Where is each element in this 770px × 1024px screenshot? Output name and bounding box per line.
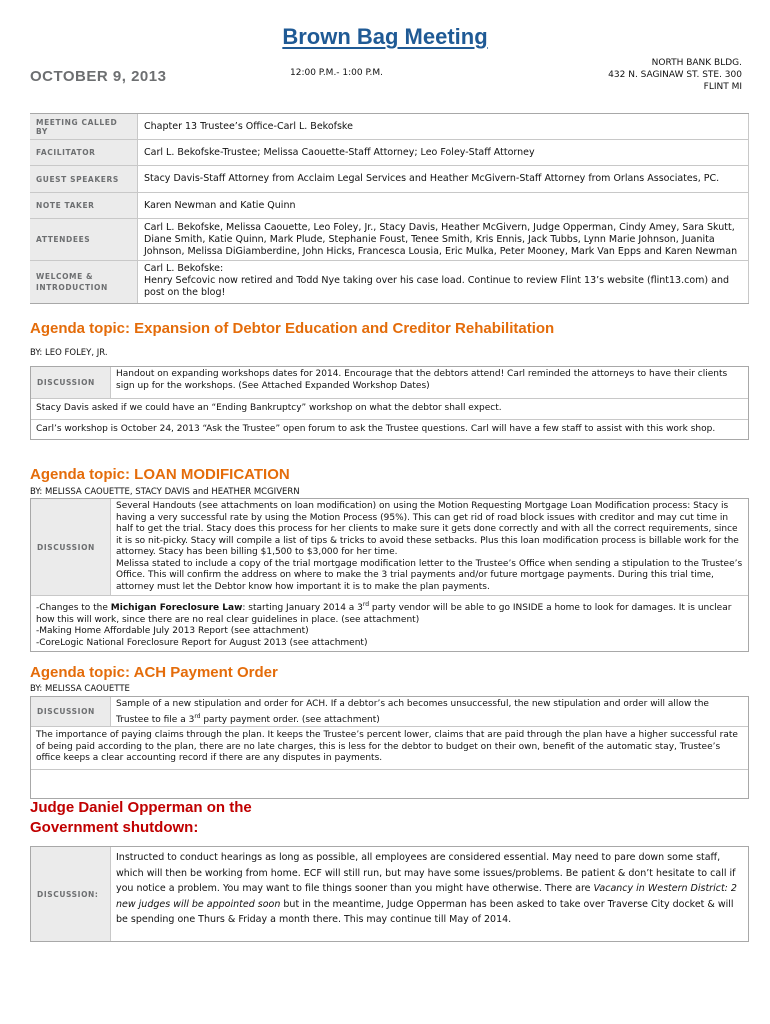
agenda3-discussion-text: Sample of a new stipulation and order for ACH. If a debtor’s ach becomes unsuccessful, the new stipulation and order will allow the Trustee to file a 3rd party payment order. (see attachment) [116, 699, 709, 725]
agenda1-discussion-row [31, 367, 748, 399]
agenda2-discussion-para-1: Several Handouts (see attachments on loan modification) on using the Motion Requesting Mortgage Loan Modification process: Stacy is having a very successful rate by using the Motion Process (95%). This can get rid of road block issues with creditor and may cut time in half to get the trial. Stacy does this process for her clients to make sure it gets done correctly and with all the correct requirements, since it is so nit-picky. Stacy will compile a list of tips & tricks to avoid these setbacks. Plus this loan modification process is billable work for the attorney. Stacy has been billing $1,500 to $3,000 for her time. [116, 501, 739, 557]
judge-discussion-text: Instructed to conduct hearings as long as possible, all employees are considered essential. May need to pare down some staff, which will then be working from home. ECF will still run, but may have some issues/problems. Be patient & don’t hesitate to call if you notice a problem. You may want to file things sooner than you might have otherwise. There are Vacancy in Western District: 2 new judges will be appointed soon but in the meantime, Judge Opperman has been asked to take over Traverse City docket & will be spending one Thurs & Friday a month there. This may continue till May of 2014. [116, 852, 737, 925]
judge-discussion-row [31, 847, 748, 941]
agenda1-title: Agenda topic: Expansion of Debtor Education and Creditor Rehabilitation [30, 320, 555, 337]
agenda2-notes [31, 596, 748, 651]
location-line-3: FLINT MI [703, 82, 742, 92]
guest-speakers-value: Stacy Davis-Staff Attorney from Acclaim Legal Services and Heather McGivern-Staff Attorney from Orlans Associates, PC. [138, 166, 749, 192]
meeting-title: Brown Bag Meeting [282, 24, 488, 49]
called-by-value: Chapter 13 Trustee’s Office-Carl L. Bekofske [138, 114, 749, 139]
michigan-foreclosure-law-link: Michigan Foreclosure Law [110, 603, 243, 613]
welcome-speaker: Carl L. Bekofske: [144, 263, 224, 274]
judge-title-line-2: Government shutdown: [30, 819, 199, 836]
agenda2-box [30, 498, 749, 652]
meeting-time: 12:00 P.M.- 1:00 P.M. [290, 68, 384, 78]
meeting-info-table [30, 113, 749, 304]
agenda3-empty-row [31, 770, 748, 798]
facilitator-value: Carl L. Bekofske-Trustee; Melissa Caouette-Staff Attorney; Leo Foley-Staff Attorney [138, 140, 749, 165]
welcome-label [30, 261, 138, 303]
info-row-called-by [30, 114, 749, 140]
welcome-label-line-1: WELCOME & [36, 272, 94, 281]
info-row-attendees [30, 219, 749, 261]
info-row-note-taker [30, 193, 749, 219]
attendees-value: Carl L. Bekofske, Melissa Caouette, Leo Foley, Jr., Stacy Davis, Heather McGivern, Judge Opperman, Cindy Amey, Sara Skutt, Diane Smith, Katie Quinn, Mark Plude, Stephanie Foust, Tenee Smith, Kris Ennis, Jack Tubbs, Lynn Marie Johnson, Juanita Johnson, Melissa DiGiamberdine, John Hicks, Francesca Lousia, Eric Mulka, Peter Mooney, Mark Van Epps and Karen Newman [138, 219, 749, 260]
agenda2-discussion-para-2: Melissa stated to include a copy of the trial mortgage modification letter to the Trustee’s Office when sending a stipulation to the Trustee’s Office. This will confirm the address on where to make the 3 trial payments and/or future mortgage payments. During this trial time, attorney must let the Debtor know how important it is to make the plan payments. [116, 558, 743, 592]
agenda2-discussion-label: DISCUSSION [31, 499, 111, 595]
note-taker-value: Karen Newman and Katie Quinn [138, 193, 749, 218]
agenda1-discussion-text: Handout on expanding workshops dates for 2014. Encourage that the debtors attend! Carl reminded the attorneys to have their clients sign up for the workshops. (See Attached Expanded Workshop Dates) [116, 369, 728, 391]
agenda3-note-1: The importance of paying claims through the plan. It keeps the Trustee’s percent lower, claims that are paid through the plan have a higher successful rate of being paid according to the plan, there are no late charges, this is less for the debtor to budget on their own, benefit of the automatic stay, Trustee’s office keeps a clear accounting record if there are any disputes in payments. [31, 727, 748, 770]
agenda1-box [30, 366, 749, 440]
called-by-label: MEETING CALLED BY [30, 114, 138, 139]
agenda2-discussion-row [31, 499, 748, 596]
welcome-label-line-2: INTRODUCTION [36, 283, 108, 292]
agenda3-by: BY: MELISSA CAOUETTE [30, 684, 130, 694]
note-taker-label: NOTE TAKER [30, 193, 138, 218]
location-line-1: NORTH BANK BLDG. [651, 58, 742, 68]
agenda2-by: BY: MELISSA CAOUETTE, STACY DAVIS and HEATHER MCGIVERN [30, 487, 300, 497]
agenda2-law-item: -Changes to the Michigan Foreclosure Law: starting January 2014 a 3rd party vendor will be able to go INSIDE a home to look for damages. It is unclear how this will work, since there are no real clear guidelines in place. (see attachment) [36, 601, 732, 625]
agenda3-discussion-label: DISCUSSION [31, 697, 111, 726]
agenda2-item-2: -Making Home Affordable July 2013 Report (see attachment) [36, 626, 309, 636]
agenda2-discussion-text [111, 499, 748, 595]
agenda2-item-3: -CoreLogic National Foreclosure Report for August 2013 (see attachment) [36, 637, 368, 648]
welcome-value [138, 261, 749, 303]
agenda1-discussion-label: DISCUSSION [31, 367, 111, 398]
agenda3-box [30, 696, 749, 799]
agenda3-title: Agenda topic: ACH Payment Order [30, 664, 278, 681]
attendees-label: ATTENDEES [30, 219, 138, 260]
info-row-welcome [30, 261, 749, 303]
guest-speakers-label: GUEST SPEAKERS [30, 166, 138, 192]
judge-discussion-label: DISCUSSION: [31, 847, 111, 941]
meeting-location [608, 57, 742, 93]
judge-box [30, 846, 749, 942]
agenda1-note-2: Carl’s workshop is October 24, 2013 “Ask the Trustee” open forum to ask the Trustee questions. Carl will have a few staff to assist with this work shop. [36, 423, 716, 434]
location-line-2: 432 N. SAGINAW ST. STE. 300 [608, 70, 742, 80]
agenda2-title: Agenda topic: LOAN MODIFICATION [30, 466, 290, 483]
info-row-facilitator [30, 140, 749, 166]
judge-section-title [30, 798, 252, 838]
facilitator-label: FACILITATOR [30, 140, 138, 165]
vacancy-note: Vacancy in Western District: 2 new judges will be appointed soon [116, 883, 737, 910]
agenda1-note-1: Stacy Davis asked if we could have an “Ending Bankruptcy” workshop on what the debtor shall expect. [31, 399, 748, 420]
welcome-text: Henry Sefcovic now retired and Todd Nye taking over his case load. Continue to review Flint 13’s website (flint13.com) and post on the blog! [144, 275, 730, 298]
info-row-guest-speakers [30, 166, 749, 193]
judge-title-line-1: Judge Daniel Opperman on the [30, 799, 252, 816]
meeting-date: OCTOBER 9, 2013 [30, 68, 167, 85]
agenda3-discussion-row [31, 697, 748, 727]
agenda1-by: BY: LEO FOLEY, JR. [30, 348, 108, 358]
